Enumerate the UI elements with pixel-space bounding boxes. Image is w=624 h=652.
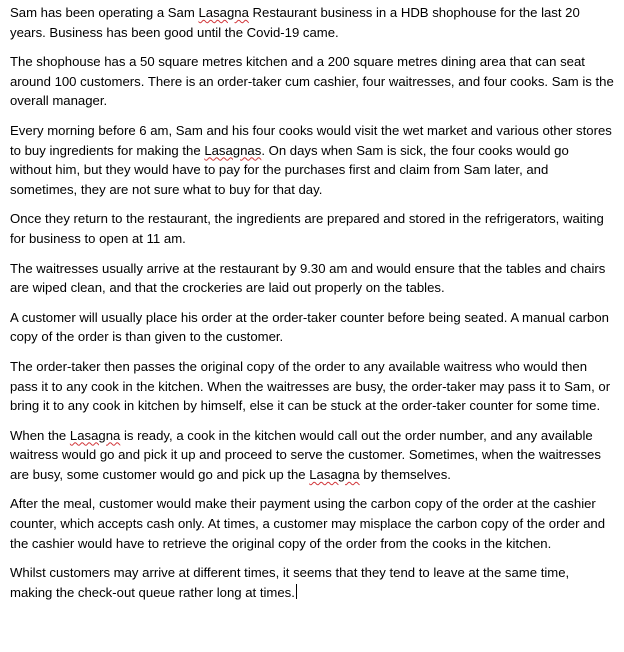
- text-run: The shophouse has a 50 square metres kitchen and a 200 square metres dining area that can seat around 100 customers. There is an order-taker cum cashier, four waitresses, and four cooks. Sam is the overall manager.: [10, 54, 614, 109]
- text-run: Every morning before 6 am, Sam and his four cooks would visit the wet market and various other stores to buy ingredients for making the: [10, 122, 612, 158]
- text-run: The waitresses usually arrive at the restaurant by 9.30 am and would ensure that the tables and chairs are wiped clean, and that the crockeries are laid out properly on the tables.: [10, 260, 606, 296]
- text-run: When the: [10, 427, 70, 443]
- text-run: Once they return to the restaurant, the ingredients are prepared and stored in the refrigerators, waiting for business to open at 11 am.: [10, 211, 604, 246]
- paragraph: [10, 308, 614, 347]
- document-body[interactable]: [10, 3, 614, 602]
- paragraph: [10, 209, 614, 248]
- text-run: Restaurant business in a HDB shophouse for the last 20 years. Business has been good until the Covid-19 came.: [10, 5, 580, 40]
- spelling-error-word: Lasagna: [309, 466, 360, 482]
- paragraph: [10, 121, 614, 199]
- text-run: . On days when Sam is sick, the four cooks would go without him, but they would have to pay for the purchases first and claim from Sam later, and sometimes, they are not sure what to buy for that day.: [10, 142, 569, 197]
- text-run: The order-taker then passes the original copy of the order to any available waitress who would then pass it to any cook in the kitchen. When the waitresses are busy, the order-taker may pass it to Sam, or bring it to any cook in kitchen by himself, else it can be stuck at the order-taker counter for some time.: [10, 358, 611, 414]
- paragraph: [10, 494, 614, 553]
- text-run: A customer will usually place his order at the order-taker counter before being seated. A manual carbon copy of the order is than given to the customer.: [10, 309, 609, 345]
- paragraph: [10, 259, 614, 298]
- text-run: is ready, a cook in the kitchen would call out the order number, and any available waitress would go and pick it up and proceed to serve the customer. Sometimes, when the waitresses are busy, some customer would go and pick up the: [10, 427, 601, 482]
- paragraph: [10, 3, 614, 42]
- paragraph: [10, 52, 614, 111]
- paragraph: [10, 357, 614, 416]
- paragraph: [10, 426, 614, 485]
- spelling-error-word: Lasagna: [69, 427, 121, 443]
- spelling-error-word: Lasagna: [198, 5, 249, 20]
- text-run: by themselves.: [359, 466, 451, 482]
- spelling-error-word: Lasagnas: [204, 142, 262, 158]
- text-run: Sam has been operating a Sam: [10, 5, 199, 20]
- text-run: Whilst customers may arrive at different times, it seems that they tend to leave at the same time, making the check-out queue rather long at times.: [10, 565, 570, 600]
- text-run: After the meal, customer would make their payment using the carbon copy of the order at the cashier counter, which accepts cash only. At times, a customer may misplace the carbon copy of the order and the cashier would have to retrieve the original copy of the order from the cooks in the kitchen.: [10, 496, 606, 551]
- paragraph: [10, 563, 614, 602]
- text-cursor: [296, 584, 297, 599]
